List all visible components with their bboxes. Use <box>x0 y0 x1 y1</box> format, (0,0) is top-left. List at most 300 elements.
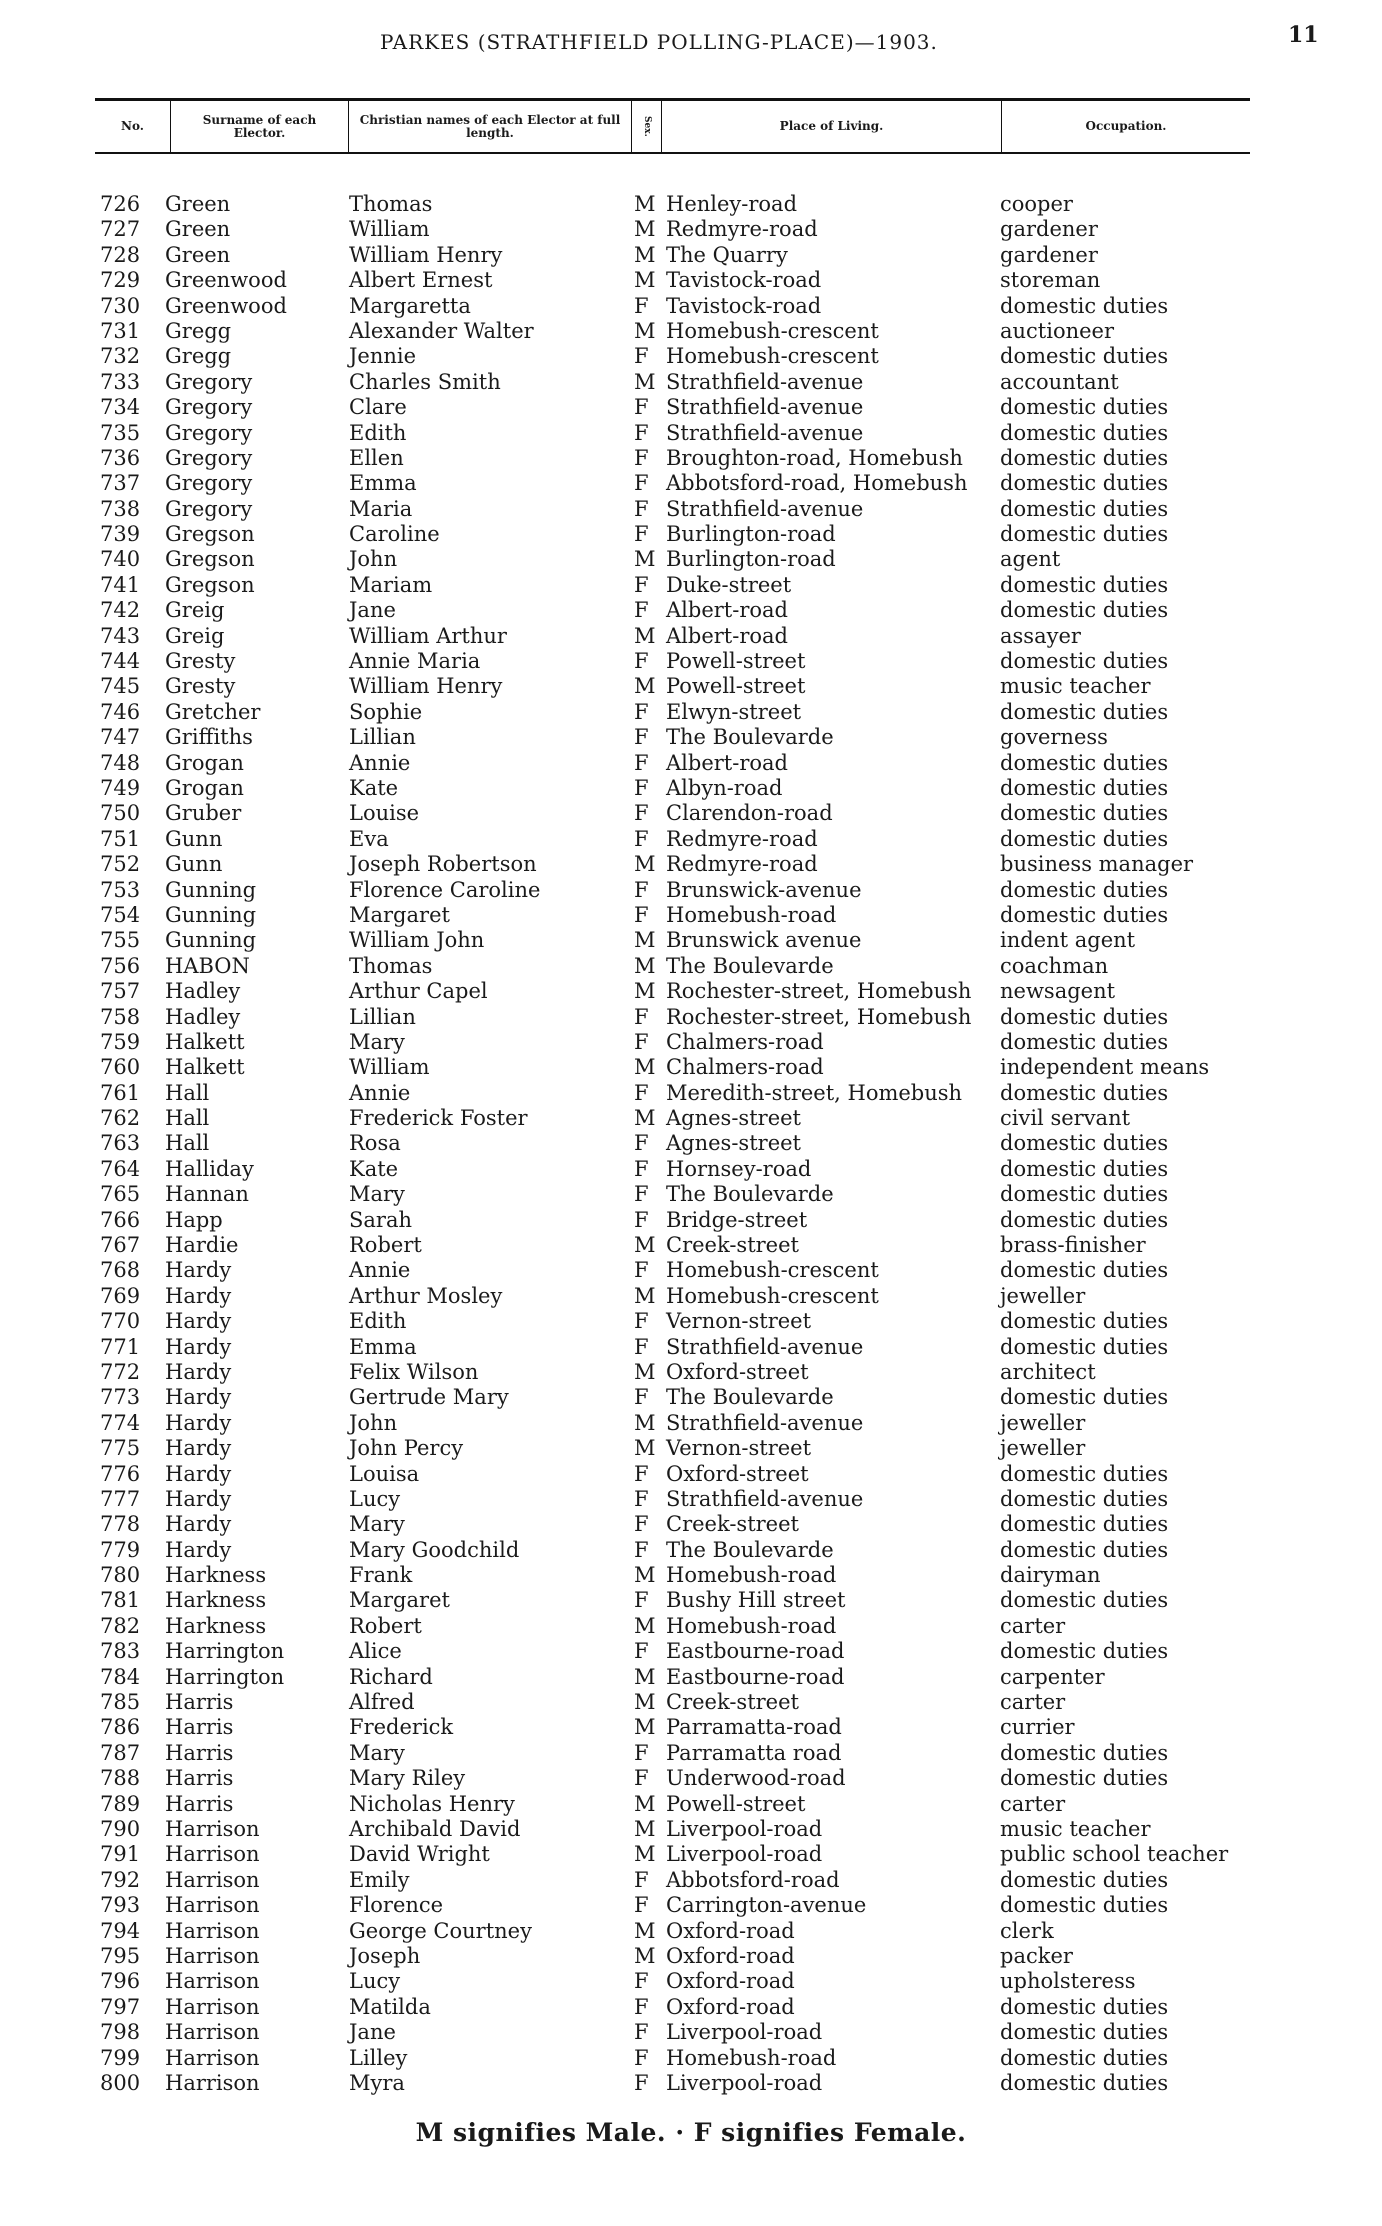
elector-occupation: carter <box>1000 1791 1066 1816</box>
elector-christian-names: Nicholas Henry <box>349 1791 515 1816</box>
elector-occupation: newsagent <box>1000 979 1116 1004</box>
elector-place: The Boulevarde <box>666 1385 834 1410</box>
elector-surname: Hardy <box>165 1283 232 1308</box>
elector-place: Homebush-crescent <box>666 344 879 369</box>
elector-occupation: domestic duties <box>1000 1258 1169 1283</box>
elector-sex: F <box>634 1334 649 1359</box>
elector-number: 750 <box>100 801 141 826</box>
elector-surname: Harrison <box>165 1893 260 1918</box>
elector-christian-names: Robert <box>349 1233 422 1258</box>
elector-number: 787 <box>100 1740 141 1765</box>
elector-christian-names: Edith <box>349 420 407 445</box>
elector-number: 784 <box>100 1664 141 1689</box>
elector-occupation: domestic duties <box>1000 496 1169 521</box>
elector-place: Carrington-avenue <box>666 1893 867 1918</box>
elector-surname: Green <box>165 192 231 216</box>
elector-place: Rochester-street, Homebush <box>666 979 972 1004</box>
elector-number: 790 <box>100 1817 141 1841</box>
table-row <box>0 2071 1382 2096</box>
elector-sex: M <box>634 1055 656 1080</box>
elector-number: 777 <box>100 1486 141 1511</box>
elector-place: Burlington-road <box>666 522 836 547</box>
elector-place: The Boulevarde <box>666 1537 834 1562</box>
table-row <box>0 344 1382 369</box>
elector-christian-names: Maria <box>349 496 413 521</box>
elector-number: 769 <box>100 1283 141 1308</box>
elector-sex: F <box>634 1029 649 1054</box>
table-row <box>0 801 1382 826</box>
elector-sex: F <box>634 522 649 547</box>
elector-number: 751 <box>100 826 141 851</box>
elector-surname: Harrison <box>165 1842 260 1867</box>
elector-surname: Gresty <box>165 649 236 674</box>
elector-surname: Green <box>165 217 231 242</box>
elector-christian-names: William Arthur <box>349 623 507 648</box>
elector-occupation: domestic duties <box>1000 1588 1169 1613</box>
elector-christian-names: Mary <box>349 1029 405 1054</box>
elector-number: 754 <box>100 902 141 927</box>
elector-surname: Hall <box>165 1131 210 1156</box>
table-row <box>0 573 1382 598</box>
table-row <box>0 446 1382 471</box>
elector-sex: F <box>634 902 649 927</box>
elector-surname: Harris <box>165 1690 234 1715</box>
page-title: PARKES (STRATHFIELD POLLING-PLACE)—1903. <box>380 30 938 54</box>
elector-sex: M <box>634 192 656 216</box>
table-row <box>0 725 1382 750</box>
elector-place: Elwyn-street <box>666 699 802 724</box>
table-row <box>0 1055 1382 1080</box>
elector-number: 726 <box>100 192 141 216</box>
elector-number: 760 <box>100 1055 141 1080</box>
elector-place: Albert-road <box>666 598 788 623</box>
elector-number: 743 <box>100 623 141 648</box>
table-row <box>0 979 1382 1004</box>
elector-place: Creek-street <box>666 1512 799 1537</box>
elector-surname: Gunn <box>165 852 223 877</box>
elector-place: Tavistock-road <box>666 293 822 318</box>
elector-place: Vernon-street <box>666 1436 812 1461</box>
table-row <box>0 1995 1382 2020</box>
elector-christian-names: William Henry <box>349 674 503 699</box>
elector-number: 758 <box>100 1004 141 1029</box>
elector-place: Powell-street <box>666 649 806 674</box>
elector-christian-names: Matilda <box>349 1994 431 2019</box>
elector-number: 774 <box>100 1410 141 1435</box>
elector-place: Homebush-road <box>666 1613 837 1638</box>
elector-christian-names: George Courtney <box>349 1918 532 1943</box>
elector-sex: F <box>634 420 649 445</box>
elector-number: 796 <box>100 1969 141 1994</box>
elector-surname: Halkett <box>165 1029 245 1054</box>
elector-number: 766 <box>100 1207 141 1232</box>
elector-christian-names: Annie <box>349 1080 411 1105</box>
elector-occupation: cooper <box>1000 192 1073 216</box>
elector-occupation: public school teacher <box>1000 1842 1229 1867</box>
table-row <box>0 2020 1382 2045</box>
elector-surname: Gregory <box>165 445 253 470</box>
elector-sex: F <box>634 598 649 623</box>
elector-sex: F <box>634 395 649 420</box>
elector-occupation: domestic duties <box>1000 1207 1169 1232</box>
elector-sex: F <box>634 775 649 800</box>
elector-place: Abbotsford-road <box>666 1867 840 1892</box>
table-row <box>0 1411 1382 1436</box>
elector-occupation: domestic duties <box>1000 1029 1169 1054</box>
elector-sex: M <box>634 1613 656 1638</box>
table-row <box>0 421 1382 446</box>
elector-place: Liverpool-road <box>666 1842 823 1867</box>
elector-surname: Halliday <box>165 1156 254 1181</box>
elector-surname: Harkness <box>165 1613 267 1638</box>
elector-surname: Gregory <box>165 395 253 420</box>
elector-surname: Hannan <box>165 1182 249 1207</box>
elector-surname: Harris <box>165 1791 234 1816</box>
elector-occupation: domestic duties <box>1000 2070 1169 2095</box>
elector-surname: Hardy <box>165 1334 232 1359</box>
table-row <box>0 1157 1382 1182</box>
elector-christian-names: Mary <box>349 1512 405 1537</box>
elector-christian-names: Frank <box>349 1563 413 1588</box>
elector-place: Rochester-street, Homebush <box>666 1004 972 1029</box>
table-row <box>0 1944 1382 1969</box>
elector-sex: F <box>634 1969 649 1994</box>
elector-occupation: currier <box>1000 1715 1075 1740</box>
elector-number: 757 <box>100 979 141 1004</box>
elector-occupation: governess <box>1000 725 1108 750</box>
elector-christian-names: Thomas <box>349 953 433 978</box>
elector-place: Oxford-road <box>666 1994 795 2019</box>
table-row <box>0 1588 1382 1613</box>
elector-surname: Grogan <box>165 775 244 800</box>
elector-sex: F <box>634 1639 649 1664</box>
elector-sex: M <box>634 623 656 648</box>
elector-christian-names: Louise <box>349 801 420 826</box>
table-row <box>0 1868 1382 1893</box>
elector-sex: F <box>634 344 649 369</box>
elector-number: 749 <box>100 775 141 800</box>
elector-place: Homebush-road <box>666 2045 837 2070</box>
elector-sex: M <box>634 1106 656 1131</box>
elector-place: Hornsey-road <box>666 1156 812 1181</box>
elector-number: 747 <box>100 725 141 750</box>
elector-surname: Hadley <box>165 1004 241 1029</box>
elector-place: Oxford-street <box>666 1461 809 1486</box>
elector-occupation: domestic duties <box>1000 2020 1169 2045</box>
elector-surname: Gretcher <box>165 699 261 724</box>
elector-christian-names: Edith <box>349 1309 407 1334</box>
elector-place: Oxford-road <box>666 1969 795 1994</box>
elector-surname: Harkness <box>165 1563 267 1588</box>
elector-occupation: domestic duties <box>1000 1893 1169 1918</box>
elector-place: Abbotsford-road, Homebush <box>666 471 968 496</box>
elector-christian-names: Joseph Robertson <box>349 852 537 877</box>
elector-occupation: music teacher <box>1000 674 1151 699</box>
elector-christian-names: John <box>349 547 398 572</box>
elector-surname: Hadley <box>165 979 241 1004</box>
elector-number: 773 <box>100 1385 141 1410</box>
table-row <box>0 1538 1382 1563</box>
elector-surname: Harrison <box>165 1817 260 1841</box>
table-row <box>0 2046 1382 2071</box>
elector-occupation: domestic duties <box>1000 1182 1169 1207</box>
elector-occupation: gardener <box>1000 242 1098 267</box>
elector-christian-names: Mary <box>349 1740 405 1765</box>
elector-place: Powell-street <box>666 1791 806 1816</box>
col-header-surname: Surname of each Elector. <box>170 101 348 152</box>
elector-christian-names: Emma <box>349 471 417 496</box>
elector-occupation: music teacher <box>1000 1817 1151 1841</box>
elector-sex: F <box>634 1182 649 1207</box>
elector-occupation: domestic duties <box>1000 1994 1169 2019</box>
elector-christian-names: Ellen <box>349 445 404 470</box>
elector-place: Meredith-street, Homebush <box>666 1080 963 1105</box>
elector-place: Liverpool-road <box>666 2070 823 2095</box>
elector-surname: Gregory <box>165 471 253 496</box>
elector-occupation: domestic duties <box>1000 293 1169 318</box>
elector-sex: F <box>634 699 649 724</box>
elector-number: 765 <box>100 1182 141 1207</box>
elector-surname: HABON <box>165 953 250 978</box>
table-row <box>0 522 1382 547</box>
elector-sex: M <box>634 1436 656 1461</box>
elector-number: 733 <box>100 369 141 394</box>
elector-surname: Greenwood <box>165 293 287 318</box>
elector-christian-names: Annie Maria <box>349 649 481 674</box>
elector-christian-names: Margaret <box>349 1588 450 1613</box>
elector-list <box>0 192 1382 2096</box>
elector-number: 746 <box>100 699 141 724</box>
elector-occupation: civil servant <box>1000 1106 1131 1131</box>
table-row <box>0 1360 1382 1385</box>
elector-number: 770 <box>100 1309 141 1334</box>
table-row <box>0 954 1382 979</box>
elector-christian-names: Mariam <box>349 572 433 597</box>
elector-occupation: domestic duties <box>1000 420 1169 445</box>
elector-place: Tavistock-road <box>666 268 822 293</box>
elector-christian-names: Lilley <box>349 2045 408 2070</box>
table-row <box>0 1969 1382 1994</box>
elector-christian-names: David Wright <box>349 1842 490 1867</box>
elector-surname: Harrington <box>165 1639 285 1664</box>
table-row <box>0 1106 1382 1131</box>
elector-christian-names: Alfred <box>349 1690 415 1715</box>
elector-occupation: architect <box>1000 1359 1096 1384</box>
elector-surname: Hardy <box>165 1461 232 1486</box>
elector-surname: Harrison <box>165 1994 260 2019</box>
elector-occupation: packer <box>1000 1943 1073 1968</box>
elector-number: 781 <box>100 1588 141 1613</box>
elector-number: 731 <box>100 318 141 343</box>
elector-occupation: coachman <box>1000 953 1109 978</box>
elector-occupation: domestic duties <box>1000 826 1169 851</box>
elector-sex: M <box>634 852 656 877</box>
elector-number: 792 <box>100 1867 141 1892</box>
elector-place: Redmyre-road <box>666 852 818 877</box>
elector-occupation: gardener <box>1000 217 1098 242</box>
elector-number: 730 <box>100 293 141 318</box>
table-row <box>0 1309 1382 1334</box>
elector-surname: Harrington <box>165 1664 285 1689</box>
elector-occupation: upholsteress <box>1000 1969 1136 1994</box>
elector-sex: M <box>634 1233 656 1258</box>
elector-christian-names: Felix Wilson <box>349 1359 479 1384</box>
elector-surname: Gregg <box>165 344 232 369</box>
elector-number: 778 <box>100 1512 141 1537</box>
elector-place: Homebush-crescent <box>666 1258 879 1283</box>
elector-place: Burlington-road <box>666 547 836 572</box>
elector-christian-names: Florence Caroline <box>349 877 541 902</box>
elector-number: 798 <box>100 2020 141 2045</box>
elector-number: 771 <box>100 1334 141 1359</box>
elector-sex: M <box>634 1283 656 1308</box>
elector-number: 768 <box>100 1258 141 1283</box>
elector-occupation: jeweller <box>1000 1436 1086 1461</box>
elector-place: Creek-street <box>666 1233 799 1258</box>
table-row <box>0 1335 1382 1360</box>
elector-sex: M <box>634 242 656 267</box>
elector-number: 763 <box>100 1131 141 1156</box>
table-row <box>0 649 1382 674</box>
elector-place: Liverpool-road <box>666 1817 823 1841</box>
elector-sex: F <box>634 1258 649 1283</box>
elector-number: 729 <box>100 268 141 293</box>
table-row <box>0 751 1382 776</box>
elector-occupation: carter <box>1000 1613 1066 1638</box>
elector-christian-names: Sophie <box>349 699 423 724</box>
elector-occupation: domestic duties <box>1000 395 1169 420</box>
elector-place: Parramatta road <box>666 1740 842 1765</box>
elector-surname: Hardie <box>165 1233 239 1258</box>
table-row <box>0 395 1382 420</box>
elector-sex: M <box>634 1563 656 1588</box>
elector-christian-names: Annie <box>349 1258 411 1283</box>
elector-christian-names: Kate <box>349 775 399 800</box>
table-row <box>0 547 1382 572</box>
elector-surname: Hardy <box>165 1309 232 1334</box>
elector-christian-names: William John <box>349 928 485 953</box>
elector-christian-names: Lillian <box>349 725 416 750</box>
elector-occupation: jeweller <box>1000 1283 1086 1308</box>
elector-sex: F <box>634 1740 649 1765</box>
elector-place: Redmyre-road <box>666 217 818 242</box>
table-row <box>0 878 1382 903</box>
table-row <box>0 1385 1382 1410</box>
elector-sex: M <box>634 1359 656 1384</box>
elector-occupation: domestic duties <box>1000 1766 1169 1791</box>
elector-surname: Harris <box>165 1740 234 1765</box>
table-row <box>0 1182 1382 1207</box>
elector-number: 776 <box>100 1461 141 1486</box>
elector-place: Strathfield-avenue <box>666 1334 864 1359</box>
table-row <box>0 243 1382 268</box>
elector-sex: M <box>634 953 656 978</box>
elector-christian-names: Alexander Walter <box>349 318 534 343</box>
elector-place: Broughton-road, Homebush <box>666 445 963 470</box>
elector-occupation: independent means <box>1000 1055 1210 1080</box>
elector-sex: M <box>634 928 656 953</box>
elector-surname: Hall <box>165 1106 210 1131</box>
elector-place: Eastbourne-road <box>666 1664 845 1689</box>
elector-place: Vernon-street <box>666 1309 812 1334</box>
elector-number: 732 <box>100 344 141 369</box>
elector-christian-names: Archibald David <box>349 1817 521 1841</box>
table-row <box>0 903 1382 928</box>
elector-number: 728 <box>100 242 141 267</box>
elector-surname: Harris <box>165 1766 234 1791</box>
elector-sex: F <box>634 750 649 775</box>
table-row <box>0 1208 1382 1233</box>
elector-christian-names: Richard <box>349 1664 433 1689</box>
elector-occupation: domestic duties <box>1000 445 1169 470</box>
elector-number: 744 <box>100 649 141 674</box>
elector-sex: M <box>634 1664 656 1689</box>
elector-surname: Gresty <box>165 674 236 699</box>
elector-number: 741 <box>100 572 141 597</box>
elector-sex: F <box>634 2070 649 2095</box>
elector-number: 737 <box>100 471 141 496</box>
elector-occupation: domestic duties <box>1000 598 1169 623</box>
elector-surname: Gregory <box>165 496 253 521</box>
elector-place: Creek-street <box>666 1690 799 1715</box>
elector-sex: M <box>634 1943 656 1968</box>
table-row <box>0 319 1382 344</box>
elector-occupation: domestic duties <box>1000 750 1169 775</box>
elector-sex: F <box>634 496 649 521</box>
table-row <box>0 928 1382 953</box>
col-header-no: No. <box>121 119 144 133</box>
elector-occupation: domestic duties <box>1000 522 1169 547</box>
elector-christian-names: Arthur Mosley <box>349 1283 503 1308</box>
elector-sex: F <box>634 471 649 496</box>
elector-christian-names: Robert <box>349 1613 422 1638</box>
table-row <box>0 1563 1382 1588</box>
elector-occupation: domestic duties <box>1000 649 1169 674</box>
elector-occupation: dairyman <box>1000 1563 1101 1588</box>
elector-christian-names: Louisa <box>349 1461 420 1486</box>
elector-sex: M <box>634 369 656 394</box>
elector-surname: Hardy <box>165 1359 232 1384</box>
elector-place: Parramatta-road <box>666 1715 842 1740</box>
elector-sex: M <box>634 1410 656 1435</box>
elector-surname: Gregg <box>165 318 232 343</box>
elector-surname: Harrison <box>165 1918 260 1943</box>
col-header-sex: Sex. <box>631 101 661 152</box>
elector-place: Albert-road <box>666 750 788 775</box>
elector-number: 780 <box>100 1563 141 1588</box>
elector-christian-names: Gertrude Mary <box>349 1385 509 1410</box>
elector-surname: Green <box>165 242 231 267</box>
elector-christian-names: Joseph <box>349 1943 421 1968</box>
elector-occupation: domestic duties <box>1000 1004 1169 1029</box>
elector-christian-names: John Percy <box>349 1436 464 1461</box>
elector-number: 785 <box>100 1690 141 1715</box>
elector-number: 738 <box>100 496 141 521</box>
elector-occupation: domestic duties <box>1000 877 1169 902</box>
elector-surname: Hardy <box>165 1436 232 1461</box>
elector-number: 795 <box>100 1943 141 1968</box>
elector-surname: Griffiths <box>165 725 253 750</box>
elector-sex: F <box>634 1080 649 1105</box>
elector-surname: Gregory <box>165 369 253 394</box>
elector-surname: Harkness <box>165 1588 267 1613</box>
elector-sex: F <box>634 1131 649 1156</box>
elector-sex: M <box>634 1918 656 1943</box>
elector-place: Bridge-street <box>666 1207 808 1232</box>
elector-surname: Gruber <box>165 801 242 826</box>
table-row <box>0 1614 1382 1639</box>
table-row <box>0 1893 1382 1918</box>
